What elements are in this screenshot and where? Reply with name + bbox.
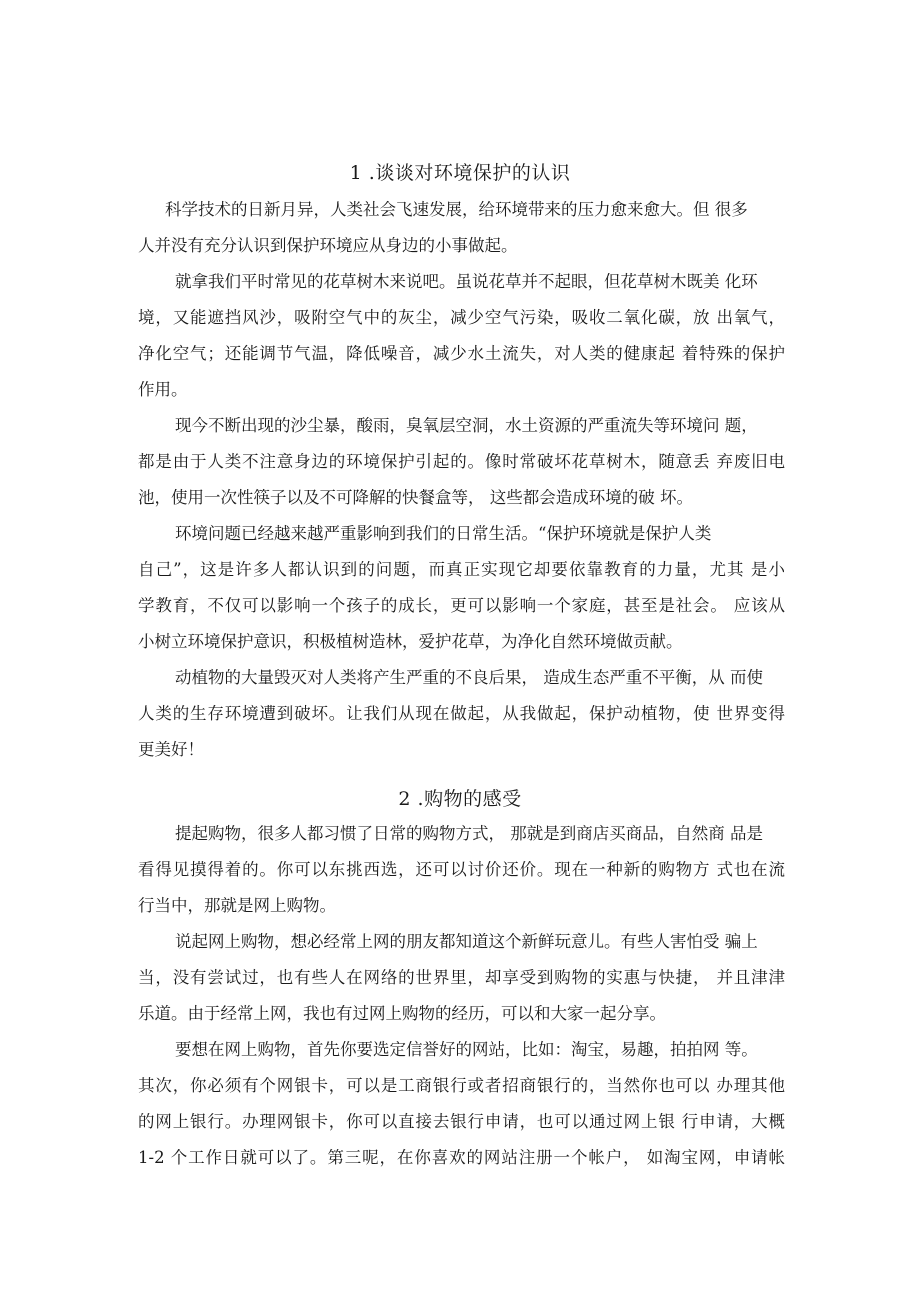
paragraph-line: 当，没有尝试过，也有些人在网络的世界里，却享受到购物的实惠与快捷， 并且津津	[138, 968, 785, 987]
paragraph-line: 池，使用一次性筷子以及不可降解的快餐盒等， 这些都会造成环境的破 坏。	[138, 488, 693, 507]
paragraph-line: 行当中，那就是网上购物。	[138, 896, 336, 915]
paragraph-line: 的网上银行。办理网银卡，你可以直接去银行申请，也可以通过网上银 行申请，大概	[138, 1112, 785, 1131]
paragraph-line: 人并没有充分认识到保护环境应从身边的小事做起。	[138, 236, 518, 255]
paragraph-line: 更美好！	[138, 740, 204, 759]
paragraph-line: 就拿我们平时常见的花草树木来说吧。虽说花草并不起眼，但花草树木既美 化环	[175, 272, 758, 291]
paragraph-line: 乐道。由于经常上网，我也有过网上购物的经历，可以和大家一起分享。	[138, 1004, 666, 1023]
paragraph-line: 学教育，不仅可以影响一个孩子的成长，更可以影响一个家庭，甚至是社会。 应该从	[138, 596, 785, 615]
paragraph-line: 境，又能遮挡风沙，吸附空气中的灰尘，减少空气污染，吸收二氧化碳，放 出氧气，	[138, 308, 785, 327]
paragraph-line: 其次，你必须有个网银卡，可以是工商银行或者招商银行的，当然你也可以 办理其他	[138, 1076, 785, 1095]
paragraph-line: 人类的生存环境遭到破坏。让我们从现在做起，从我做起，保护动植物，使 世界变得	[138, 704, 785, 723]
paragraph-line: 1-2 个工作日就可以了。第三呢，在你喜欢的网站注册一个帐户， 如淘宝网，申请帐	[138, 1148, 785, 1167]
paragraph-line: 要想在网上购物，首先你要选定信誉好的网站，比如：淘宝，易趣，拍拍网 等。	[175, 1040, 758, 1059]
section-2-title: 2 .购物的感受	[398, 788, 522, 810]
paragraph-line: 动植物的大量毁灭对人类将产生严重的不良后果， 造成生态严重不平衡，从 而使	[175, 668, 763, 687]
paragraph-line: 自己”，这是许多人都认识到的问题，而真正实现它却要依靠教育的力量，尤其 是小	[138, 560, 785, 579]
paragraph-line: 作用。	[138, 380, 188, 399]
paragraph-line: 小树立环境保护意识，积极植树造林，爱护花草，为净化自然环境做贡献。	[138, 632, 683, 651]
paragraph-line: 提起购物，很多人都习惯了日常的购物方式， 那就是到商店买商品，自然商 品是	[175, 824, 763, 843]
paragraph-line: 科学技术的日新月异，人类社会飞速发展，给环境带来的压力愈来愈大。但 很多	[165, 200, 748, 219]
paragraph-line: 说起网上购物，想必经常上网的朋友都知道这个新鲜玩意儿。有些人害怕受 骗上	[175, 932, 758, 951]
paragraph-line: 看得见摸得着的。你可以东挑西选，还可以讨价还价。现在一种新的购物方 式也在流	[138, 860, 785, 879]
paragraph-line: 现今不断出现的沙尘暴，酸雨，臭氧层空洞，水土资源的严重流失等环境问 题，	[175, 416, 758, 435]
section-1-title: 1 .谈谈对环境保护的认识	[349, 162, 571, 184]
paragraph-line: 都是由于人类不注意身边的环境保护引起的。像时常破坏花草树木，随意丢 弃废旧电	[138, 452, 785, 471]
paragraph-line: 净化空气；还能调节气温，降低噪音，减少水土流失，对人类的健康起 着特殊的保护	[138, 344, 785, 363]
paragraph-line: 环境问题已经越来越严重影响到我们的日常生活。“保护环境就是保护人类	[175, 524, 712, 543]
